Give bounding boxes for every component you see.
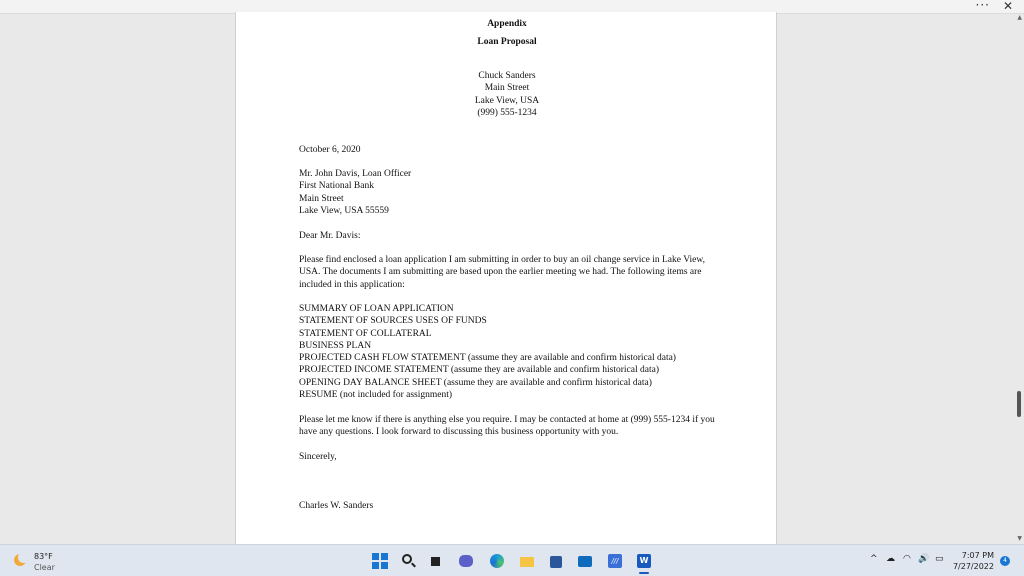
weather-temperature: 83°F: [34, 552, 53, 561]
sender-phone: (999) 555-1234: [477, 108, 537, 118]
list-item: OPENING DAY BALANCE SHEET (assume they are available and confirm historical data): [299, 377, 652, 388]
vertical-scrollbar[interactable]: [1014, 14, 1024, 544]
list-item: PROJECTED INCOME STATEMENT (assume they are available and confirm historical data): [299, 365, 659, 376]
list-item: RESUME (not included for assignment): [299, 390, 453, 401]
list-item: STATEMENT OF SOURCES USES OF FUNDS: [299, 316, 487, 327]
document-page: [235, 12, 777, 544]
battery-icon[interactable]: ▭: [935, 554, 944, 564]
active-app-indicator: [639, 572, 649, 574]
list-item: BUSINESS PLAN: [299, 340, 372, 351]
weather-condition: Clear: [34, 563, 55, 572]
scrollbar-thumb[interactable]: [1017, 391, 1021, 417]
search-icon[interactable]: [400, 553, 416, 569]
edge-browser-icon[interactable]: [489, 553, 505, 569]
weather-widget[interactable]: [14, 551, 74, 573]
list-item: SUMMARY OF LOAN APPLICATION: [299, 304, 454, 314]
recipient-address: [299, 168, 719, 217]
show-hidden-icons-chevron-icon[interactable]: ^: [870, 554, 878, 564]
recipient-line: First National Bank: [299, 181, 374, 192]
app-icon[interactable]: ///: [607, 553, 623, 569]
taskbar: [0, 544, 1024, 576]
onedrive-icon[interactable]: ☁: [886, 554, 895, 564]
close-icon[interactable]: ✕: [1002, 0, 1013, 13]
intro-paragraph: Please find enclosed a loan application I am submitting in order to buy an oil change service in Lake View, USA. The documents I am submitting are based upon the earlier meeting we had. The following items are included in this application:: [299, 255, 705, 290]
scroll-down-icon[interactable]: ▼: [1017, 535, 1022, 542]
file-explorer-icon[interactable]: [519, 553, 535, 569]
list-item: PROJECTED CASH FLOW STATEMENT (assume they are available and confirm historical data): [299, 353, 676, 364]
enclosure-list: [299, 303, 719, 401]
word-icon[interactable]: W: [636, 553, 652, 569]
task-view-icon[interactable]: [428, 553, 444, 569]
notification-badge[interactable]: 4: [1000, 556, 1010, 566]
signature-name: Charles W. Sanders: [299, 501, 374, 511]
closing-paragraph: Please let me know if there is anything else you require. I may be contacted at home at (999) 555-1234 if you have any questions. I look forward to discussing this business opportunity with you.: [299, 415, 715, 438]
sender-city: Lake View, USA: [474, 96, 540, 106]
loan-proposal-heading: Loan Proposal: [477, 37, 537, 47]
volume-icon[interactable]: 🔊: [918, 554, 930, 564]
recipient-line: Mr. John Davis, Loan Officer: [299, 169, 412, 179]
moon-icon: [14, 554, 26, 566]
start-icon[interactable]: [372, 553, 388, 569]
mail-icon[interactable]: [577, 553, 593, 569]
recipient-line: Main Street: [299, 193, 344, 204]
appendix-heading: Appendix: [487, 19, 527, 29]
letter-date: October 6, 2020: [299, 145, 361, 155]
store-icon[interactable]: [548, 553, 564, 569]
scroll-up-icon[interactable]: ▲: [1017, 14, 1022, 21]
clock-time: 7:07 PM: [961, 551, 994, 560]
chat-icon[interactable]: [458, 553, 474, 569]
more-options-button[interactable]: ···: [975, 0, 990, 12]
list-item: STATEMENT OF COLLATERAL: [299, 328, 432, 339]
system-clock[interactable]: [950, 550, 994, 572]
sender-street: Main Street: [484, 83, 530, 93]
sender-name: Chuck Sanders: [478, 71, 536, 81]
clock-date: 7/27/2022: [952, 562, 994, 571]
salutation: Dear Mr. Davis:: [299, 231, 361, 241]
recipient-line: Lake View, USA 55559: [299, 205, 389, 216]
closing: Sincerely,: [299, 452, 337, 462]
wifi-icon[interactable]: ◠: [903, 554, 911, 564]
